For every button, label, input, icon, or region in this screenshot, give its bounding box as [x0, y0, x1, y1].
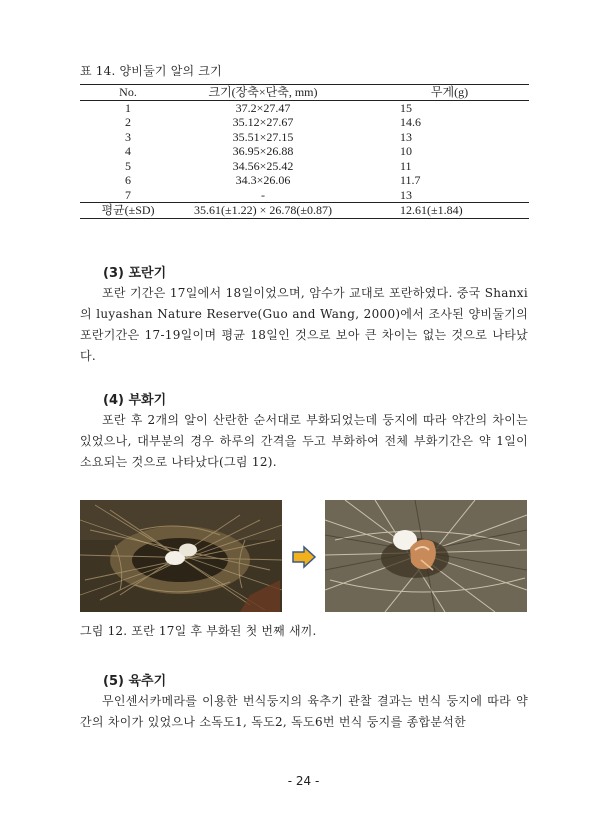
cell-size: 36.95×26.88: [232, 144, 294, 159]
cell-size: -: [261, 187, 265, 202]
table-row: [80, 188, 529, 203]
egg-size-table: [80, 84, 529, 219]
header-no: No.: [80, 85, 176, 101]
cell-size: 35.51×27.15: [232, 129, 294, 144]
cell-no: 3: [125, 129, 131, 144]
cell-no: 6: [125, 173, 131, 188]
cell-no: 7: [125, 187, 131, 202]
cell-weight: 11.7: [400, 173, 421, 188]
heading-hatching: (4) 부화기: [103, 393, 167, 408]
table-row: [80, 173, 529, 188]
cell-weight: 14.6: [400, 115, 421, 130]
table-caption: 표 14. 양비둘기 알의 크기: [80, 64, 222, 78]
table-row: [80, 115, 529, 130]
heading-incubation: (3) 포란기: [103, 266, 167, 281]
header-size: 크기(장축×단축, mm): [176, 85, 350, 101]
photo-nest-eggs: [80, 500, 282, 612]
paragraph-incubation-text: 포란 기간은 17일에서 18일이었으며, 암수가 교대로 포란하였다. 중국 Shanxi의 luyashan Nature Reserve(Guo and Wang, 2000)에서 조사된 양비둘기의 포란기간은 17-19일이며 평균 18일인 것으로 보아 큰 차이는 없는 것으로 나타났다.: [80, 286, 528, 363]
cell-weight: 13: [400, 129, 412, 144]
paragraph-incubation: [80, 283, 528, 367]
avg-size: 35.61(±1.22) × 26.78(±0.87): [176, 203, 350, 219]
table-average-row: [80, 203, 529, 219]
photo-hatched-chick: [325, 500, 527, 612]
cell-weight: 15: [400, 100, 412, 115]
cell-weight: 10: [400, 144, 412, 159]
paragraph-hatching-text: 포란 후 2개의 알이 산란한 순서대로 부화되었는데 둥지에 따라 약간의 차이는 있었으나, 대부분의 경우 하루의 간격을 두고 부화하여 전체 부화기간은 약 1일이 소요되는 것으로 나타났다(그림 12).: [80, 413, 528, 469]
paragraph-rearing: [80, 691, 528, 733]
cell-size: 34.3×26.06: [235, 173, 291, 188]
table-row: [80, 100, 529, 115]
cell-size: 35.12×27.67: [232, 115, 294, 130]
table-header-row: [80, 85, 529, 101]
table-row: [80, 130, 529, 145]
arrow-right-icon: [292, 545, 316, 573]
header-weight: 무게(g): [350, 85, 529, 101]
paragraph-rearing-text: 무인센서카메라를 이용한 번식둥지의 육추기 관찰 결과는 번식 둥지에 따라 약간의 차이가 있었으나 소독도1, 독도2, 독도6번 번식 둥지를 종합분석한: [80, 694, 528, 729]
cell-no: 2: [125, 115, 131, 130]
table-row: [80, 159, 529, 174]
cell-weight: 13: [400, 187, 412, 202]
cell-weight: 11: [400, 158, 412, 173]
paragraph-hatching: [80, 410, 528, 473]
figure-caption: 그림 12. 포란 17일 후 부화된 첫 번째 새끼.: [80, 624, 317, 638]
table-row: [80, 144, 529, 159]
cell-no: 4: [125, 144, 131, 159]
avg-label: 평균(±SD): [80, 203, 176, 219]
heading-rearing: (5) 육추기: [103, 674, 167, 689]
cell-no: 1: [125, 100, 131, 115]
avg-weight: 12.61(±1.84): [350, 203, 529, 219]
cell-size: 37.2×27.47: [235, 100, 291, 115]
cell-no: 5: [125, 158, 131, 173]
page-number: - 24 -: [287, 774, 320, 788]
cell-size: 34.56×25.42: [232, 158, 294, 173]
